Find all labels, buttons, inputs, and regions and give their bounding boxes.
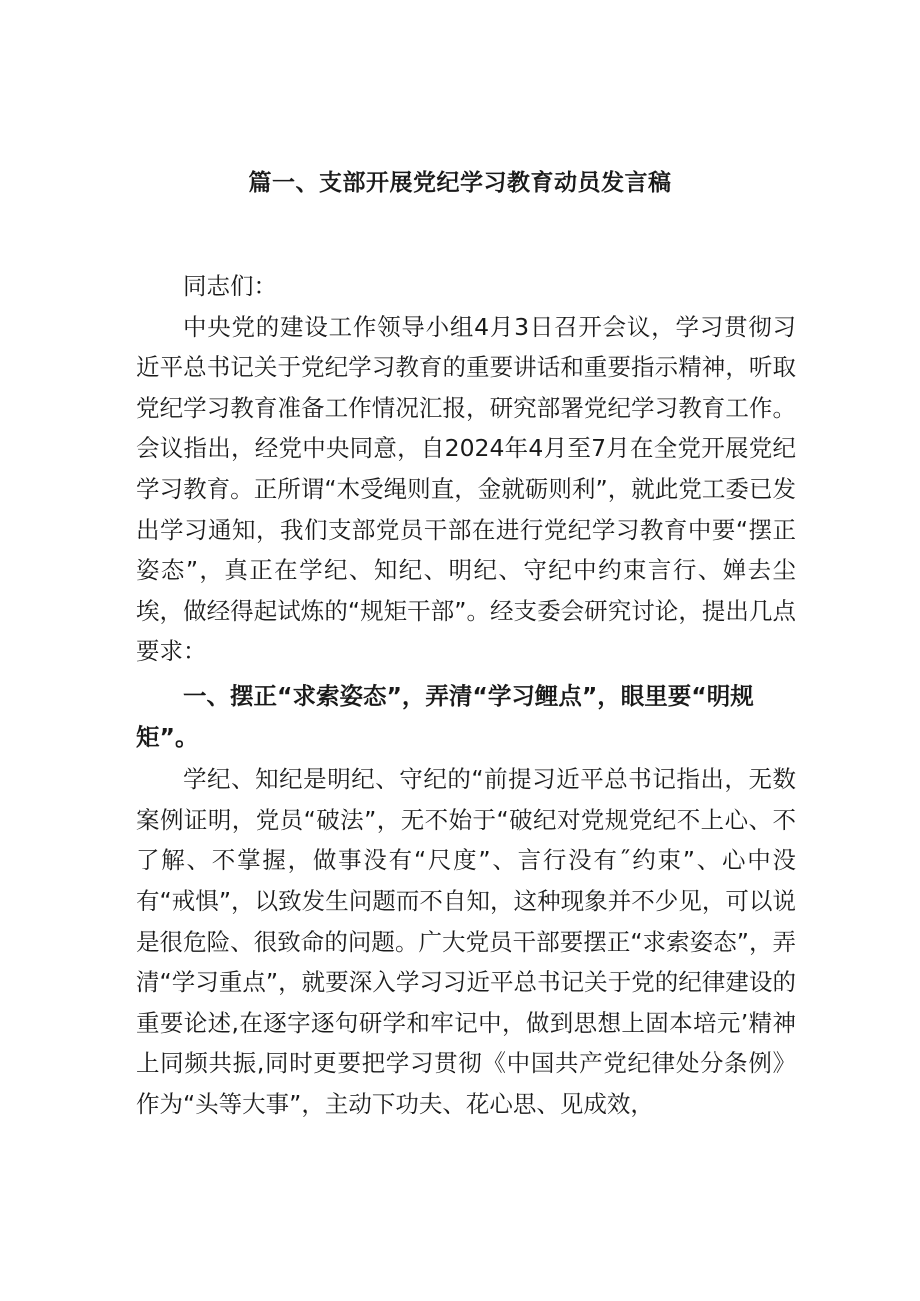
document-title: 篇一、支部开展党纪学习教育动员发言稿 bbox=[248, 170, 672, 196]
section-heading: 一、摆正“求索姿态”，弄清“学习鲤点”，眼里要“明规矩”。 bbox=[136, 681, 754, 751]
salutation: 同志们： bbox=[183, 272, 277, 300]
section-paragraph: 学纪、知纪是明纪、守纪的“前提习近平总书记指出，无数案例证明，党员“破法”，无不始于“破纪对党规党纪不上心、不了解、不掌握，做事没有“尺度”、言行没有˝约束”、心中没有“戒惧”，以致发生问题而不自知，这种现象并不少见，可以说是很危险、很致命的问题。广大党员干部要摆正“求索姿态”，弄清“学习重点”，就要深入学习习近平总书记关于党的纪律建设的重要论述,在逐字逐句研学和牢记中，做到思想上固本培元’精神上同频共振,同时更要把学习贯彻《中国共产党纪律处分条例》作为“头等大事”，主动下功夫、花心思、见成效， bbox=[136, 765, 796, 1118]
body-paragraph: 中央党的建设工作领导小组4月3日召开会议，学习贯彻习近平总书记关于党纪学习教育的重要讲话和重要指示精神，听取党纪学习教育准备工作情况汇报，研究部署党纪学习教育工作。会议指出，经党中央同意，自2024年4月至7月在全党开展党纪学习教育。正所谓“木受绳则直，金就砺则利”，就此党工委已发出学习通知，我们支部党员干部在进行党纪学习教育中要“摆正姿态”，真正在学纪、知纪、明纪、守纪中约束言行、婵去尘埃，做经得起试炼的“规矩干部”。经支委会研究讨论，提出几点要求： bbox=[136, 312, 796, 666]
document-body bbox=[136, 266, 796, 1124]
